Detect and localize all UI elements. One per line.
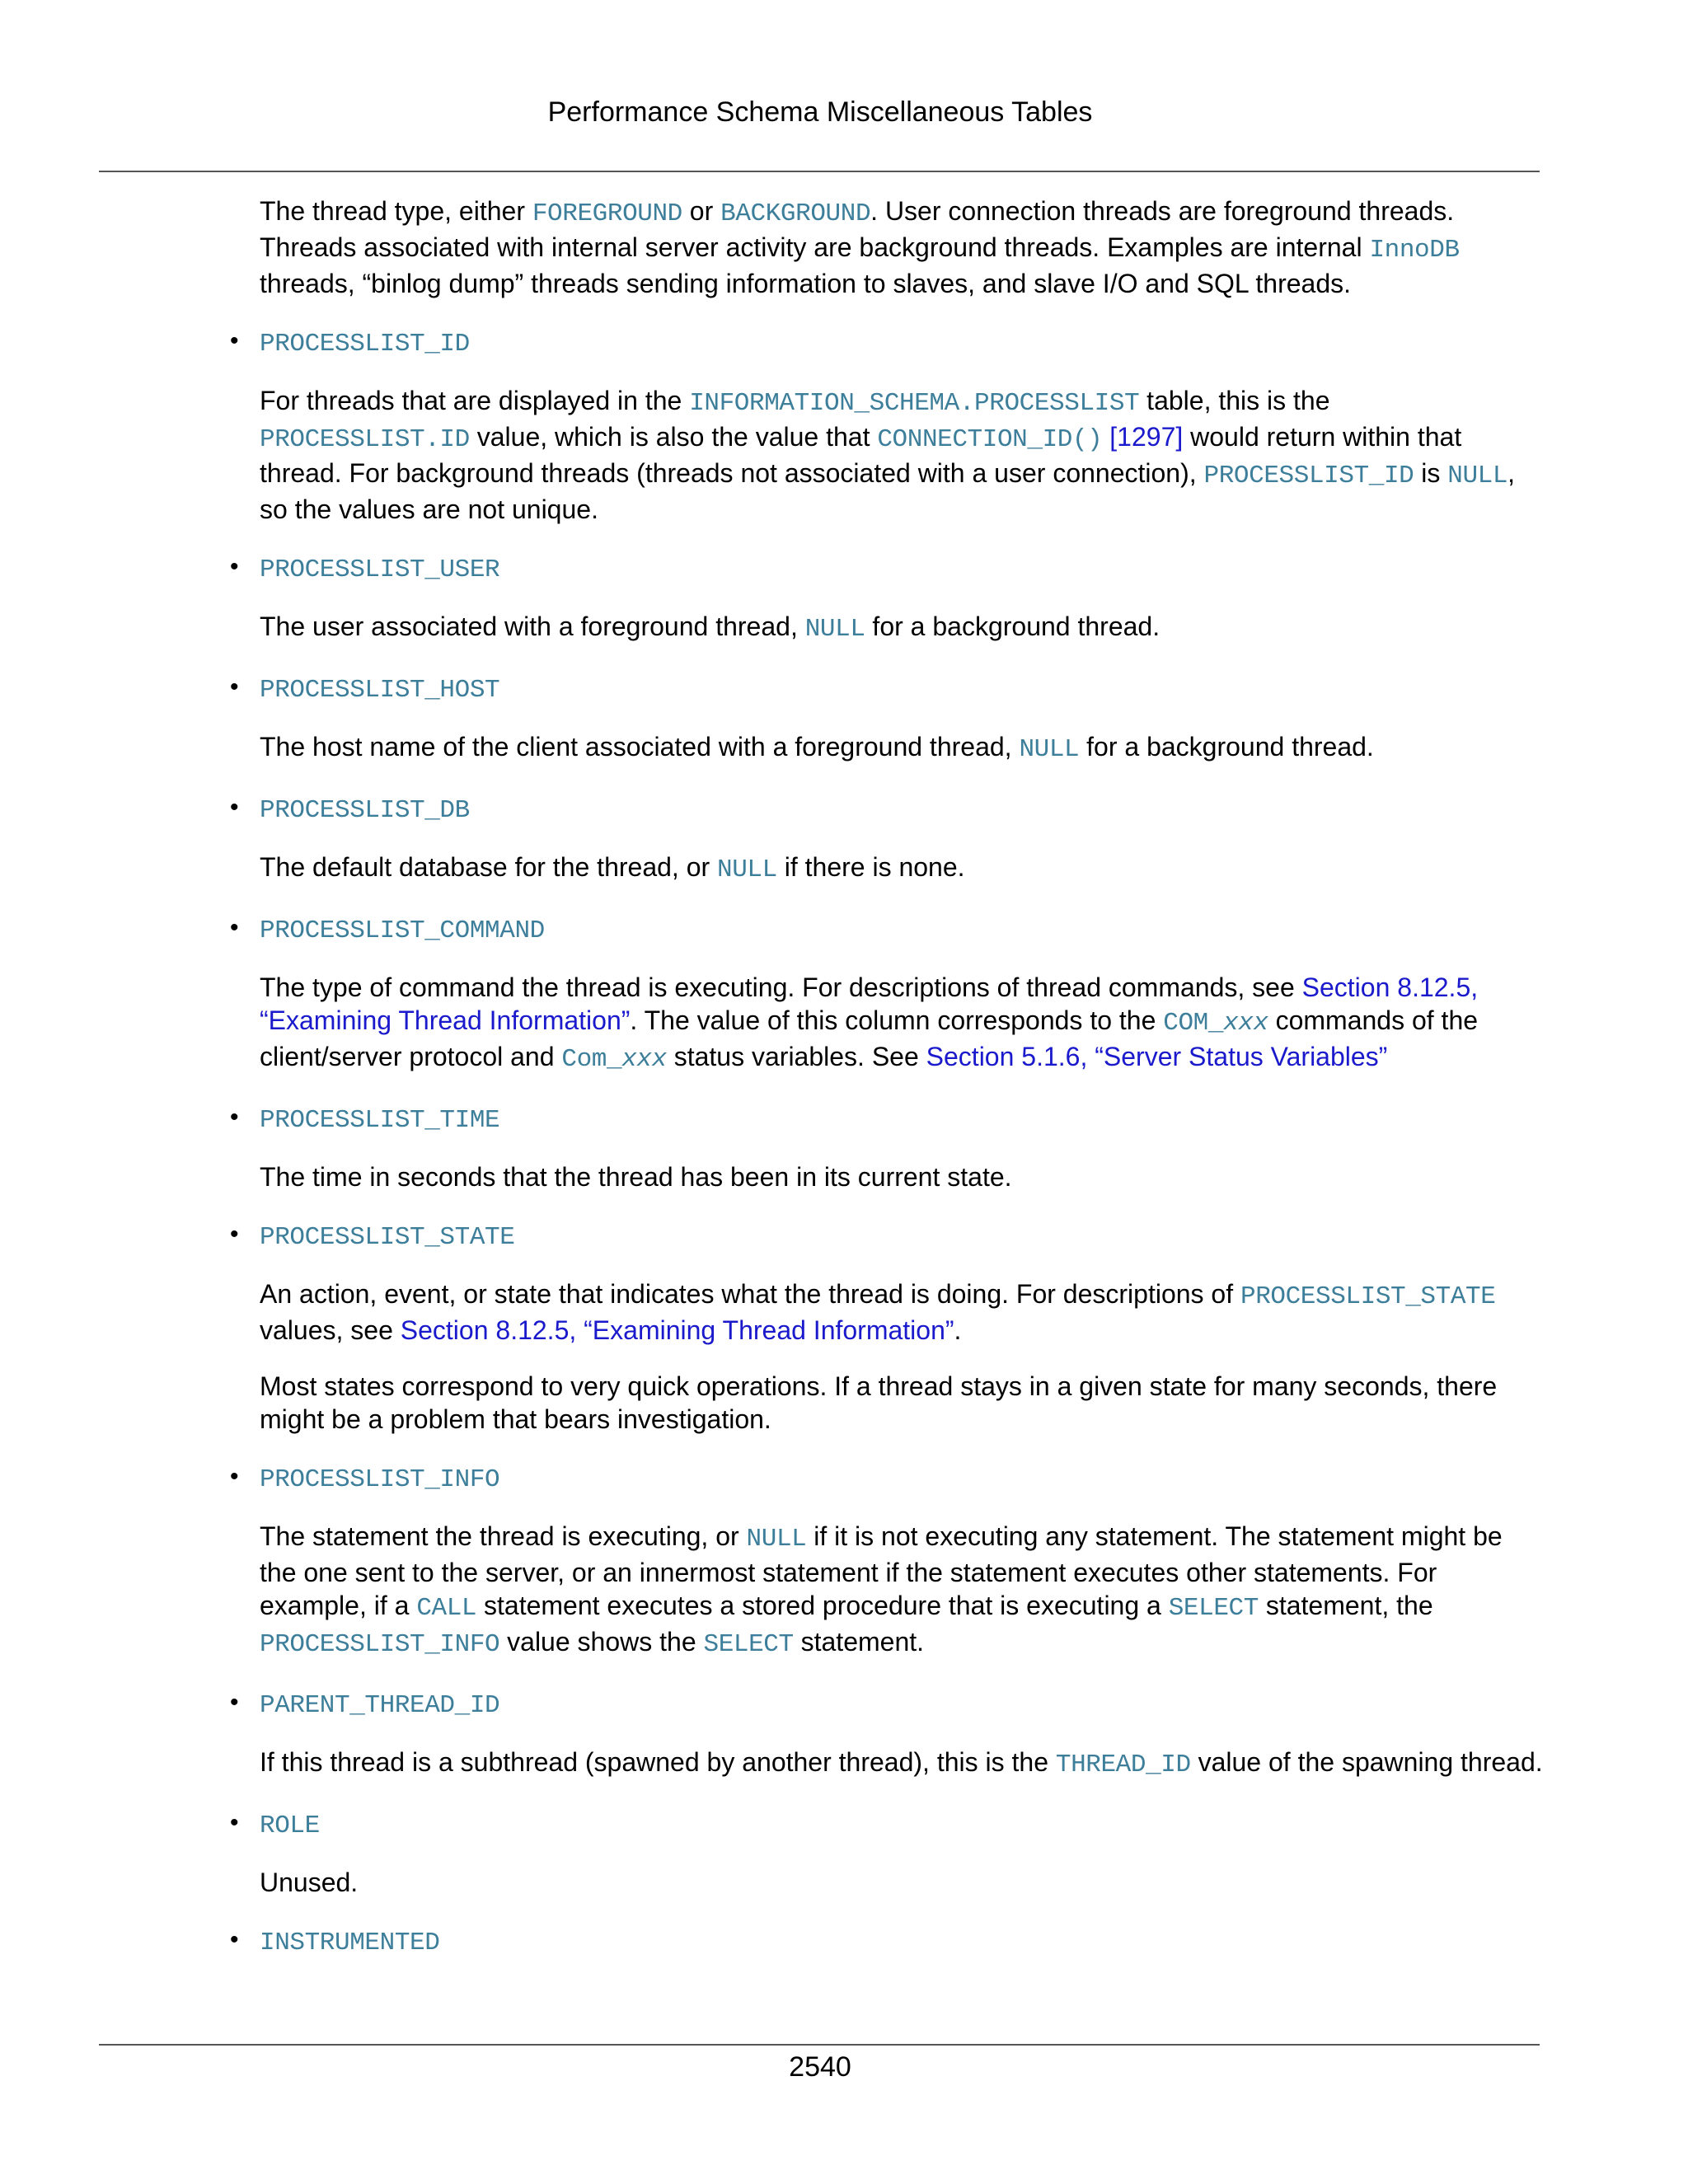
- bullet-icon: •: [230, 1104, 239, 1131]
- text-run: If this thread is a subthread (spawned by another thread), this is the: [260, 1747, 1056, 1777]
- text-run: The time in seconds that the thread has been in its current state.: [260, 1162, 1012, 1192]
- code-placeholder: xxx: [1223, 1009, 1268, 1038]
- code-term: SELECT: [703, 1630, 794, 1659]
- footer-rule: [99, 2044, 1540, 2046]
- cross-reference-link[interactable]: Section 8.12.5, “Examining Thread Information”: [260, 972, 1479, 1035]
- code-term: PROCESSLIST.ID: [260, 425, 470, 454]
- description-paragraph: [260, 1160, 1545, 1193]
- text-run: Unused.: [260, 1868, 359, 1897]
- description-paragraph: [260, 1866, 1545, 1899]
- column-entry-heading: [230, 1807, 1545, 1843]
- description-paragraph: [260, 1370, 1545, 1436]
- code-term: FOREGROUND: [532, 199, 682, 228]
- column-name: PROCESSLIST_DB: [260, 796, 470, 825]
- code-term: SELECT: [1168, 1594, 1259, 1623]
- column-entry: [230, 1807, 1545, 1899]
- column-entry: [230, 912, 1545, 1076]
- code-term: NULL: [1447, 462, 1508, 490]
- column-entry-heading: [230, 791, 1545, 827]
- code-term: THREAD_ID: [1055, 1750, 1191, 1779]
- code-term: BACKGROUND: [720, 199, 871, 228]
- description-paragraph: [260, 610, 1545, 646]
- column-name: INSTRUMENTED: [260, 1929, 440, 1957]
- column-entry: [230, 671, 1545, 766]
- code-placeholder: xxx: [621, 1045, 667, 1074]
- column-name: PROCESSLIST_ID: [260, 330, 470, 359]
- column-entry: [230, 325, 1545, 526]
- intro-paragraph: [260, 194, 1545, 300]
- code-term: INFORMATION_SCHEMA.PROCESSLIST: [689, 389, 1140, 418]
- cross-reference-link[interactable]: Section 5.1.6, “Server Status Variables”: [926, 1042, 1388, 1071]
- code-term: CALL: [416, 1594, 477, 1623]
- column-description: [260, 851, 1545, 887]
- column-list: [230, 325, 1545, 1960]
- text-run: statement executes a stored procedure that is executing a: [476, 1591, 1169, 1620]
- column-name: PROCESSLIST_HOST: [260, 676, 500, 705]
- text-run: value shows the: [499, 1627, 704, 1657]
- column-description: [260, 1746, 1545, 1782]
- column-description: [260, 384, 1545, 526]
- cross-reference-link[interactable]: [1297]: [1109, 422, 1184, 452]
- text-run: An action, event, or state that indicates what the thread is doing. For descriptions of: [260, 1279, 1240, 1309]
- text-run: values, see: [260, 1315, 401, 1345]
- text-run: statement.: [793, 1627, 925, 1657]
- bullet-icon: •: [230, 1926, 239, 1953]
- code-term: PROCESSLIST_STATE: [1240, 1282, 1496, 1311]
- text-run: . User connection threads are foreground threads. Threads associated with internal server activity are background threads. Examples are internal: [260, 196, 1455, 262]
- text-run: is: [1414, 458, 1448, 488]
- description-paragraph: [260, 384, 1545, 526]
- column-name: PARENT_THREAD_ID: [260, 1691, 500, 1720]
- column-name: PROCESSLIST_STATE: [260, 1223, 515, 1252]
- description-paragraph: [260, 971, 1545, 1076]
- text-run: table, this is the: [1139, 386, 1330, 415]
- bullet-icon: •: [230, 1463, 239, 1490]
- text-run: would return within that thread. For background threads (threads not associated with a user connection),: [260, 422, 1462, 488]
- page-number: 2540: [789, 2051, 851, 2083]
- code-term: NULL: [1019, 735, 1080, 764]
- text-run: or: [682, 196, 721, 226]
- bullet-icon: •: [230, 1809, 239, 1836]
- code-term: COM_: [1163, 1009, 1224, 1038]
- text-run: [1102, 422, 1109, 452]
- bullet-icon: •: [230, 794, 239, 821]
- column-entry: [230, 1686, 1545, 1782]
- code-term: Com_: [561, 1045, 622, 1074]
- header-rule: [99, 171, 1540, 172]
- column-entry: [230, 1460, 1545, 1661]
- text-run: status variables. See: [666, 1042, 926, 1071]
- text-run: value, which is also the value that: [469, 422, 878, 452]
- code-term: NULL: [804, 615, 865, 644]
- text-run: statement, the: [1258, 1591, 1433, 1620]
- bullet-icon: •: [230, 914, 239, 941]
- text-run: The host name of the client associated with a foreground thread,: [260, 732, 1020, 762]
- text-run: .: [954, 1315, 962, 1345]
- column-entry-heading: [230, 671, 1545, 707]
- text-run: , so the values are not unique.: [260, 458, 1515, 524]
- text-run: value of the spawning thread.: [1190, 1747, 1543, 1777]
- description-paragraph: [260, 1520, 1545, 1661]
- description-paragraph: [260, 730, 1545, 766]
- text-run: threads, “binlog dump” threads sending information to slaves, and slave I/O and SQL threads.: [260, 269, 1351, 298]
- text-run: The statement the thread is executing, or: [260, 1521, 747, 1551]
- column-entry-heading: [230, 551, 1545, 587]
- page-header: Performance Schema Miscellaneous Tables: [547, 96, 1093, 128]
- column-entry: [230, 1218, 1545, 1436]
- text-run: if it is not executing any statement. The statement might be the one sent to the server, or an innermost statement if the statement executes other statements. For example, if a: [260, 1521, 1503, 1620]
- description-paragraph: [260, 1277, 1545, 1347]
- text-run: For threads that are displayed in the: [260, 386, 690, 415]
- bullet-icon: •: [230, 1689, 239, 1716]
- code-term: NULL: [746, 1525, 807, 1554]
- column-entry-heading: [230, 325, 1545, 361]
- code-term: PROCESSLIST_INFO: [260, 1630, 500, 1659]
- column-entry: [230, 551, 1545, 646]
- column-name: PROCESSLIST_COMMAND: [260, 916, 545, 945]
- column-entry-heading: [230, 1218, 1545, 1254]
- column-entry: [230, 1101, 1545, 1193]
- description-paragraph: [260, 1746, 1545, 1782]
- column-name: PROCESSLIST_INFO: [260, 1465, 500, 1494]
- text-run: commands of the client/server protocol and: [260, 1005, 1479, 1071]
- bullet-icon: •: [230, 673, 239, 701]
- text-run: if there is none.: [776, 852, 965, 882]
- bullet-icon: •: [230, 1221, 239, 1248]
- text-run: The type of command the thread is executing. For descriptions of thread commands, see: [260, 972, 1302, 1002]
- text-run: The default database for the thread, or: [260, 852, 718, 882]
- column-description: [260, 971, 1545, 1076]
- column-entry-heading: [230, 912, 1545, 948]
- text-run: . The value of this column corresponds to the: [630, 1005, 1164, 1035]
- document-body: [230, 194, 1545, 1960]
- column-entry-heading: [230, 1460, 1545, 1497]
- text-run: for a background thread.: [865, 612, 1160, 641]
- text-run: The thread type, either: [260, 196, 532, 226]
- column-name: PROCESSLIST_TIME: [260, 1106, 500, 1135]
- cross-reference-link[interactable]: Section 8.12.5, “Examining Thread Information”: [400, 1315, 954, 1345]
- code-term: PROCESSLIST_ID: [1203, 462, 1414, 490]
- column-entry-heading: [230, 1924, 1545, 1960]
- column-description: [260, 1277, 1545, 1436]
- bullet-icon: •: [230, 327, 239, 354]
- column-description: [260, 1866, 1545, 1899]
- description-paragraph: [260, 851, 1545, 887]
- column-description: [260, 730, 1545, 766]
- column-description: [260, 610, 1545, 646]
- bullet-icon: •: [230, 553, 239, 580]
- text-run: The user associated with a foreground thread,: [260, 612, 805, 641]
- column-entry: [230, 791, 1545, 887]
- column-description: [260, 1160, 1545, 1193]
- text-run: for a background thread.: [1079, 732, 1374, 762]
- code-term: CONNECTION_ID(): [877, 425, 1103, 454]
- text-run: Most states correspond to very quick operations. If a thread stays in a given state for many seconds, there might be a problem that bears investigation.: [260, 1371, 1498, 1434]
- column-entry: [230, 1924, 1545, 1960]
- column-description: [260, 1520, 1545, 1661]
- code-term: InnoDB: [1369, 236, 1460, 265]
- column-entry-heading: [230, 1101, 1545, 1137]
- code-term: NULL: [717, 855, 777, 884]
- column-name: PROCESSLIST_USER: [260, 555, 500, 584]
- column-entry-heading: [230, 1686, 1545, 1722]
- column-name: ROLE: [260, 1811, 320, 1840]
